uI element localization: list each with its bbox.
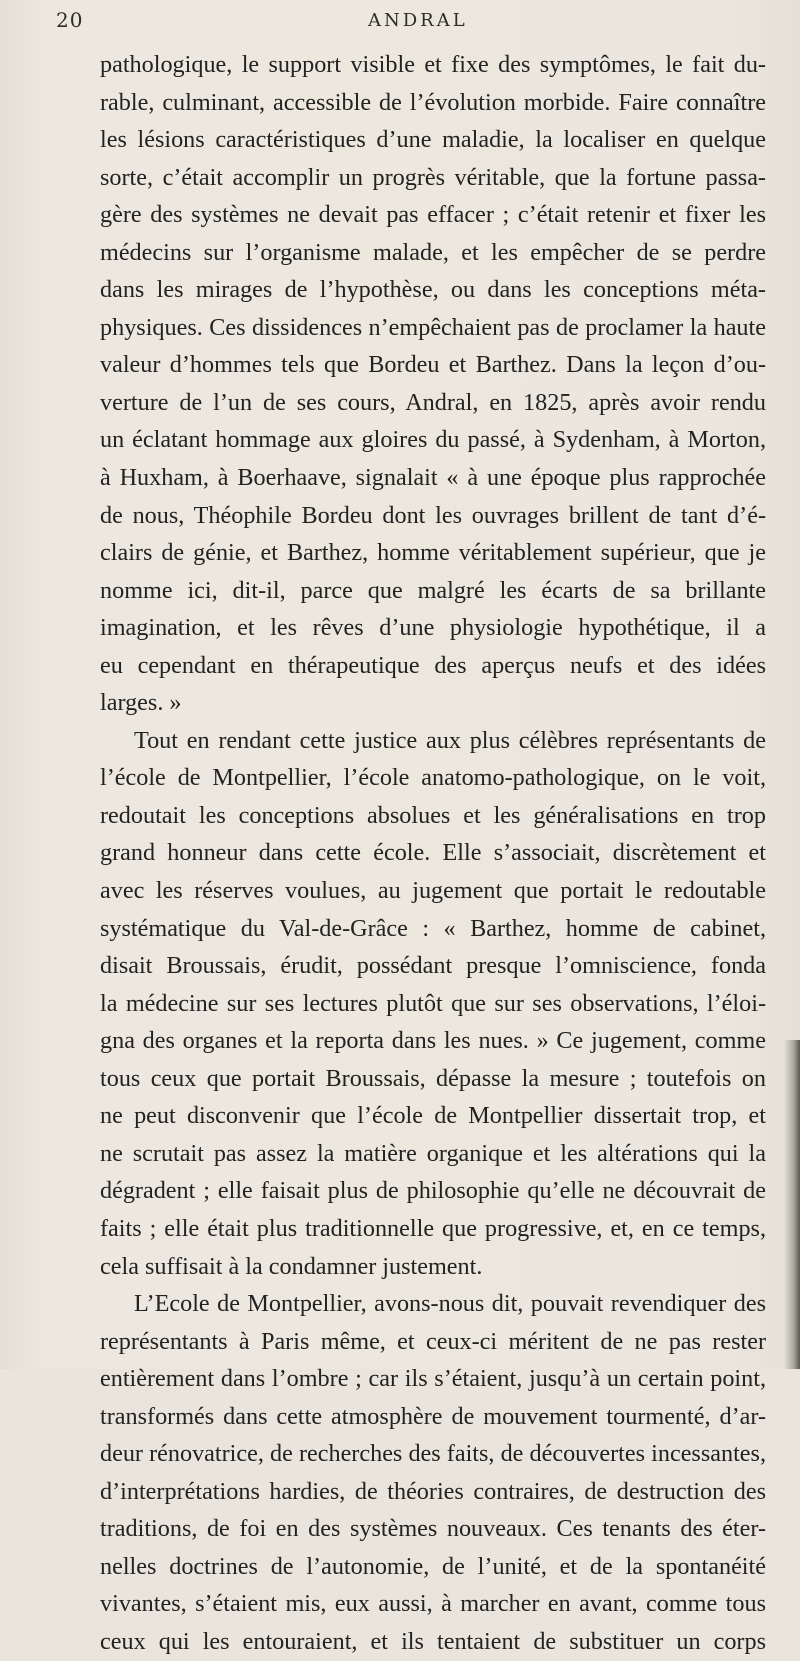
text-line: un éclatant hommage aux gloires du passé, à Sydenham, à Morton, [100, 426, 766, 454]
text-line: physiques. Ces dissidences n’empêchaient pas de proclamer la haute [100, 313, 766, 341]
text-line: ceux qui les entouraient, et ils tentaient de substituer un corps [100, 1627, 766, 1655]
text-line: traditions, de foi en des systèmes nouveaux. Ces tenants des éter- [100, 1515, 766, 1543]
page-number: 20 [56, 8, 84, 32]
text-line: pathologique, le support visible et fixe des symptômes, le fait du- [100, 51, 766, 78]
body-text [100, 46, 766, 1661]
text-line: ne scrutait pas assez la matière organique et les altérations qui la [100, 1139, 766, 1167]
text-line: sorte, c’était accomplir un progrès véritable, que la fortune passa- [100, 163, 766, 191]
text-line: les lésions caractéristiques d’une maladie, la localiser en quelque [100, 126, 766, 154]
text-line: tous ceux que portait Broussais, dépasse la mesure ; toutefois on [100, 1064, 766, 1092]
text-line: redoutait les conceptions absolues et les généralisations en trop [100, 801, 766, 829]
text-line: représentants à Paris même, et ceux-ci méritent de ne pas rester [100, 1327, 766, 1355]
text-line: eu cependant en thérapeutique des aperçus neufs et des idées [100, 651, 766, 679]
text-line: vivantes, s’étaient mis, eux aussi, à marcher en avant, comme tous [100, 1590, 766, 1618]
text-line: à Huxham, à Boerhaave, signalait « à une époque plus rapprochée [100, 464, 766, 492]
text-line: entièrement dans l’ombre ; car ils s’étaient, jusqu’à un certain point, [100, 1365, 766, 1393]
text-line: transformés dans cette atmosphère de mouvement tourmenté, d’ar- [100, 1402, 766, 1430]
text-line: dans les mirages de l’hypothèse, ou dans les conceptions méta- [100, 276, 766, 304]
text-line: grand honneur dans cette école. Elle s’associait, discrètement et [100, 839, 766, 867]
text-line: avec les réserves voulues, au jugement que portait le redoutable [100, 877, 766, 905]
text-line: imagination, et les rêves d’une physiologie hypothétique, il a [100, 614, 766, 642]
text-line: la médecine sur ses lectures plutôt que sur ses observations, l’éloi- [100, 989, 766, 1017]
running-head [56, 6, 756, 42]
text-line: gna des organes et la reporta dans les nues. » Ce jugement, comme [100, 1027, 766, 1055]
text-line: clairs de génie, et Barthez, homme véritablement supérieur, que je [100, 539, 766, 567]
text-line: médecins sur l’organisme malade, et les empêcher de se perdre [100, 238, 766, 266]
text-line: de nous, Théophile Bordeu dont les ouvrages brillent de tant d’é- [100, 501, 766, 529]
text-line: rable, culminant, accessible de l’évolution morbide. Faire connaître [100, 88, 766, 116]
text-line: l’école de Montpellier, l’école anatomo-pathologique, on le voit, [100, 764, 766, 792]
text-line: Tout en rendant cette justice aux plus célèbres représentants de [134, 726, 766, 754]
text-line: gère des systèmes ne devait pas effacer ; c’était retenir et fixer les [100, 201, 766, 229]
text-line: disait Broussais, érudit, possédant presque l’omniscience, fonda [100, 952, 766, 980]
text-line: dégradent ; elle faisait plus de philosophie qu’elle ne découvrait de [100, 1177, 766, 1205]
text-line: d’interprétations hardies, de théories contraires, de destruction des [100, 1477, 766, 1505]
text-line: cela suffisait à la condamner justement. [100, 1252, 483, 1280]
running-title: ANDRAL [368, 10, 468, 31]
text-line: ne peut disconvenir que l’école de Montpellier dissertait trop, et [100, 1102, 766, 1130]
text-line: L’Ecole de Montpellier, avons-nous dit, pouvait revendiquer des [134, 1290, 766, 1318]
text-line: systématique du Val-de-Grâce : « Barthez, homme de cabinet, [100, 914, 766, 942]
text-line: nelles doctrines de l’autonomie, de l’unité, et de la spontanéité [100, 1552, 766, 1580]
text-line: deur rénovatrice, de recherches des faits, de découvertes incessantes, [100, 1440, 766, 1468]
page-edge-shadow [784, 1040, 800, 1369]
text-line: nomme ici, dit-il, parce que malgré les écarts de sa brillante [100, 576, 766, 604]
text-line: faits ; elle était plus traditionnelle que progressive, et, en ce temps, [100, 1214, 766, 1242]
text-line: larges. » [100, 689, 182, 717]
text-line: verture de l’un de ses cours, Andral, en 1825, après avoir rendu [100, 388, 766, 416]
text-line: valeur d’hommes tels que Bordeu et Barthez. Dans la leçon d’ou- [100, 351, 766, 379]
